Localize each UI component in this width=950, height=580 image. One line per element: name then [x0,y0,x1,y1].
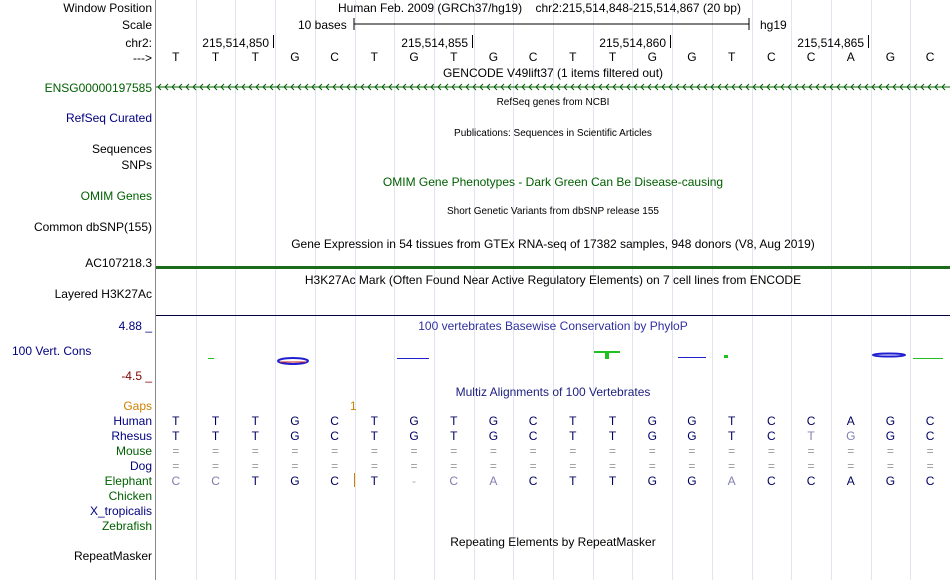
alignment-base: = [886,459,894,473]
alignment-base: G [290,474,300,488]
alignment-base: G [290,429,300,443]
ruler-tick-label: 215,514,865 [797,36,864,50]
alignment-base: = [688,459,696,473]
alignment-base: C [767,474,776,488]
alignment-base: = [291,444,299,458]
reference-base: G [885,50,896,64]
alignment-base: G [647,474,657,488]
alignment-base: = [489,459,497,473]
alignment-base: T [370,429,379,443]
reference-base: A [846,50,855,64]
reference-base: T [251,50,259,64]
h3k27ac-signal-baseline [156,315,950,316]
reference-base: T [172,50,180,64]
species-label-mouse[interactable]: Mouse [115,444,152,458]
repeatmasker-track-label[interactable]: RepeatMasker [73,549,152,563]
reference-base: T [450,50,458,64]
gencode-gene-feature[interactable] [156,82,950,92]
phylop-min-label: -4.5 _ [121,369,152,383]
alignment-base: = [926,459,934,473]
h3k27ac-track-label[interactable]: Layered H3K27Ac [54,287,152,301]
gtex-expression-bar[interactable] [156,266,950,269]
ruler-tick-mark [670,35,671,48]
species-label-zebrafish[interactable]: Zebrafish [101,519,152,533]
alignment-base: T [569,429,577,443]
scale-bar [352,16,752,32]
omim-track-title: OMIM Gene Phenotypes - Dark Green Can Be Disease-causing [382,175,724,189]
multiz-gap-count: 1 [350,399,357,413]
alignment-base: = [728,444,736,458]
alignment-base: = [212,444,220,458]
alignment-base: = [807,444,815,458]
reference-base: T [727,50,736,64]
repeatmasker-track-title: Repeating Elements by RepeatMasker [450,535,656,549]
alignment-base: = [450,459,458,473]
alignment-base: T [807,429,815,443]
track-image-area[interactable] [156,0,950,580]
track-label-column [0,0,155,580]
ruler-tick-label: 215,514,855 [401,36,468,50]
alignment-base: C [925,429,935,443]
alignment-base: T [450,414,458,428]
strand-arrow-label: ---> [133,51,152,65]
alignment-base: = [648,444,656,458]
publications-sequences-label[interactable]: Sequences [91,142,152,156]
alignment-base: = [410,459,418,473]
alignment-base: A [846,474,855,488]
multiz-gaps-label: Gaps [123,399,152,413]
alignment-base: C [330,414,339,428]
reference-base: C [528,50,538,64]
alignment-base: = [251,459,259,473]
alignment-base: T [370,414,379,428]
refseq-track-label[interactable]: RefSeq Curated [65,111,152,125]
scale-label: Scale [121,18,152,32]
alignment-base: A [489,474,498,488]
alignment-base: = [172,444,180,458]
alignment-base: C [767,414,776,428]
position-text: chr2:215,514,848-215,514,867 (20 bp) [535,1,741,15]
alignment-base: = [569,444,577,458]
alignment-base: G [647,414,657,428]
species-label-human[interactable]: Human [113,414,152,428]
ruler-tick-label: 215,514,850 [202,36,269,50]
ruler-tick-mark [472,35,473,48]
reference-base: C [330,50,339,64]
alignment-base: T [370,474,379,488]
alignment-base: C [171,474,181,488]
alignment-base: C [449,474,459,488]
alignment-base: = [370,444,378,458]
alignment-base: = [370,459,378,473]
alignment-base: = [489,444,497,458]
alignment-base: T [727,429,736,443]
alignment-base: = [569,459,577,473]
reference-sequence [156,50,950,64]
gtex-track-title: Gene Expression in 54 tissues from GTEx RNA-seq of 17382 samples, 948 donors (V8, Aug 2019) [291,237,815,251]
reference-base: C [806,50,816,64]
alignment-base: = [847,444,855,458]
alignment-base: T [608,414,617,428]
alignment-base: T [172,429,180,443]
alignment-base: = [609,459,617,473]
alignment-base: T [569,414,577,428]
species-label-rhesus[interactable]: Rhesus [111,429,152,443]
alignment-base: = [886,444,894,458]
alignment-base: = [331,459,339,473]
reference-base: C [767,50,776,64]
alignment-base: G [885,414,896,428]
alignment-base: = [648,459,656,473]
reference-base: G [409,50,419,64]
alignment-base: G [687,474,697,488]
alignment-base: C [528,474,538,488]
alignment-base: = [688,444,696,458]
alignment-base: C [767,429,776,443]
alignment-base: T [251,414,259,428]
alignment-base: G [488,429,499,443]
alignment-base: = [251,444,259,458]
alignment-base: G [290,414,300,428]
window-position-label: Window Position [63,1,152,15]
refseq-track-title: RefSeq genes from NCBI [496,97,610,108]
alignment-base: C [330,474,339,488]
gtex-track-label[interactable]: AC107218.3 [85,256,152,270]
scale-text: 10 bases [298,18,347,32]
alignment-base: A [846,414,855,428]
alignment-base: = [609,444,617,458]
alignment-base: T [727,414,736,428]
alignment-base: G [647,429,657,443]
alignment-base: C [330,429,339,443]
alignment-base: = [291,459,299,473]
alignment-base: = [450,444,458,458]
alignment-base: - [412,474,417,488]
ruler-tick-label: 215,514,860 [599,36,666,50]
alignment-base: T [172,414,180,428]
chr-label: chr2: [125,36,152,50]
alignment-gap-marker [354,473,355,487]
assembly-title [338,1,741,15]
dbsnp-track-title: Short Genetic Variants from dbSNP release 155 [447,206,659,217]
alignment-base: = [767,459,775,473]
reference-base: T [569,50,577,64]
publications-track-title: Publications: Sequences in Scientific Articles [454,128,652,139]
species-label-chicken[interactable]: Chicken [108,489,152,503]
omim-track-label[interactable]: OMIM Genes [80,189,152,203]
gencode-track-label[interactable]: ENSG00000197585 [44,81,152,95]
phylop-track-label[interactable]: 100 Vert. Cons [12,344,92,358]
alignment-base: = [331,444,339,458]
alignment-base: = [767,444,775,458]
alignment-base: A [727,474,736,488]
alignment-base: G [885,474,896,488]
alignment-base: G [885,429,896,443]
reference-base: G [647,50,657,64]
alignment-base: C [925,474,935,488]
alignment-base: T [211,414,220,428]
alignment-base: T [608,474,617,488]
h3k27ac-track-title: H3K27Ac Mark (Often Found Near Active Regulatory Elements) on 7 cell lines from ENCODE [304,273,802,287]
alignment-base: T [211,429,220,443]
alignment-base: C [211,474,220,488]
ruler-tick-mark [273,35,274,48]
assembly-name: Human Feb. 2009 (GRCh37/hg19) [338,1,523,15]
reference-base: C [925,50,935,64]
alignment-base: C [925,414,935,428]
alignment-base: = [212,459,220,473]
phylop-track-title: 100 vertebrates Basewise Conservation by PhyloP [418,319,688,333]
alignment-base: = [847,459,855,473]
reference-base: G [687,50,697,64]
phylop-conservation-plot[interactable] [156,345,950,370]
scale-db: hg19 [760,18,787,32]
alignment-base: T [251,474,259,488]
reference-base: G [290,50,300,64]
alignment-base: G [409,414,419,428]
alignment-base: = [172,459,180,473]
alignment-base: T [450,429,458,443]
alignment-base: = [529,459,537,473]
alignment-base: T [608,429,617,443]
species-label-dog[interactable]: Dog [129,459,152,473]
alignment-base: = [807,459,815,473]
alignment-base: G [687,414,697,428]
gencode-track-title: GENCODE V49lift37 (1 items filtered out) [442,66,664,80]
reference-base: T [370,50,379,64]
alignment-base: = [728,459,736,473]
alignment-base: = [410,444,418,458]
alignment-base: T [251,429,259,443]
reference-base: T [608,50,617,64]
alignment-base: G [409,429,419,443]
alignment-base: G [488,414,499,428]
publications-snps-label[interactable]: SNPs [121,158,152,172]
alignment-base: G [846,429,856,443]
alignment-base: C [806,474,816,488]
alignment-base: = [529,444,537,458]
alignment-base: C [528,414,538,428]
alignment-base: = [926,444,934,458]
species-label-x-tropicalis[interactable]: X_tropicalis [89,504,152,518]
species-label-elephant[interactable]: Elephant [104,474,152,488]
alignment-base: C [806,414,816,428]
multiz-track-title: Multiz Alignments of 100 Vertebrates [455,385,651,399]
dbsnp-track-label[interactable]: Common dbSNP(155) [33,220,152,234]
reference-base: G [488,50,499,64]
phylop-max-label: 4.88 _ [118,319,152,333]
reference-base: T [211,50,220,64]
alignment-base: G [687,429,697,443]
alignment-base: C [528,429,538,443]
ruler-tick-mark [868,35,869,48]
alignment-base: T [569,474,577,488]
